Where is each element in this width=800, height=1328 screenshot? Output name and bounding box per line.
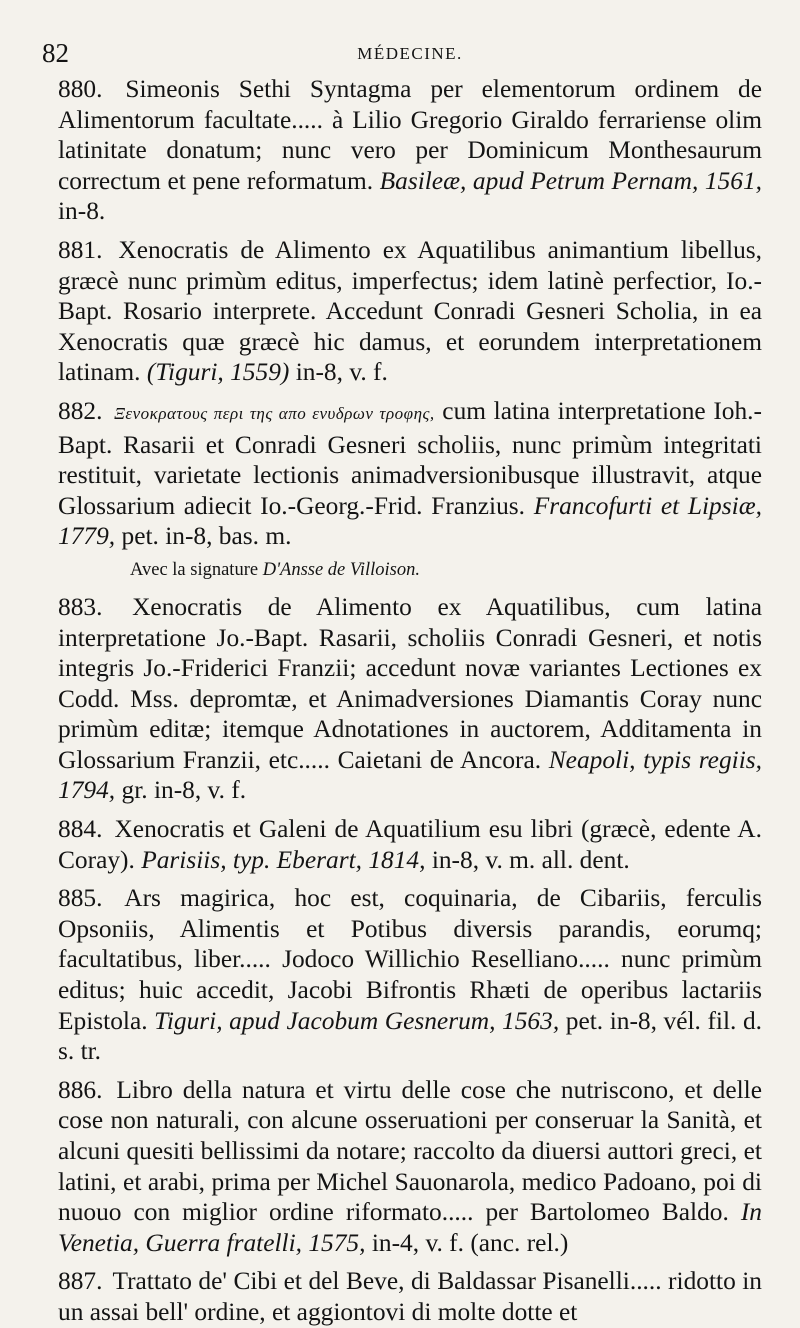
- entry-title: Simeonis Sethi Syntagma per elementorum ordinem de Alimentorum facultate..... à Lilio Gregorio Giraldo ferrariense olim latinitate donatum; nunc vero per Dominicum Monthesaurum correctum et pene reformatum.: [58, 75, 762, 195]
- entry-number: 881.: [58, 235, 103, 264]
- catalog-entry-885: [58, 883, 762, 1067]
- page-number: 82: [42, 38, 69, 68]
- entry-number: 886.: [58, 1075, 103, 1104]
- catalog-entry-884: [58, 814, 762, 875]
- entry-format: pet. in-8, bas. m.: [121, 522, 292, 551]
- entry-imprint: In Venetia, Guerra fratelli, 1575,: [58, 1198, 762, 1257]
- entry-imprint: Tiguri, apud Jacobum Gesnerum, 1563,: [154, 1006, 560, 1035]
- entry-title: Trattato de' Cibi et del Beve, di Baldassar Pisanelli..... ridotto in un assai bell' ordine, et aggiontovi di molte dotte et: [58, 1267, 762, 1326]
- note-text: Avec la signature: [130, 559, 259, 580]
- entry-format: in-8, v. f.: [295, 358, 388, 387]
- entry-number: 880.: [58, 75, 103, 103]
- entry-number: 885.: [58, 884, 103, 913]
- entry-title: cum latina interpretatione Ioh.-Bapt. Rasarii et Conradi Gesneri scholiis, nunc primùm integritati restituit, varietate lectionis animadversionibusque illustravit, atque Glossarium adiecit Io.-Georg.-Frid. Franzius.: [58, 396, 762, 520]
- catalog-entry-880: [58, 74, 762, 227]
- running-head: [42, 34, 762, 74]
- entry-format: in-8, v. m. all. dent.: [431, 845, 630, 874]
- section-title: MÉDECINE.: [357, 44, 463, 63]
- entry-imprint: Parisiis, typ. Eberart, 1814,: [141, 845, 426, 874]
- entry-imprint: (Tiguri, 1559): [146, 358, 290, 387]
- note-owner: D'Ansse de Villoison.: [262, 559, 420, 580]
- entry-greek-title: Ξενοκρατους περι της απο ενυδρων τροφης,: [114, 403, 435, 423]
- catalog-entry-882: [58, 396, 762, 552]
- entry-imprint: Francofurti et Lipsiæ, 1779,: [58, 491, 762, 551]
- provenance-note: [130, 558, 762, 582]
- entry-imprint: Neapoli, typis regiis, 1794,: [58, 745, 762, 805]
- entry-number: 883.: [58, 592, 103, 621]
- entry-format: pet. in-8, vél. fil. d. s. tr.: [58, 1006, 762, 1066]
- entry-number: 884.: [58, 815, 103, 844]
- catalog-entry-886: [58, 1075, 762, 1259]
- entry-title: Xenocratis de Alimento ex Aquatilibus, cum latina interpretatione Jo.-Bapt. Rasarii, scholiis Conradi Gesneri, et notis integris Jo.-Friderici Franzii; accedunt novæ variantes Lectiones ex Codd. Mss. depromtæ, et Animadversiones Diamantis Coray nunc primùm editæ; itemque Adnotationes in auctorem, Additamenta in Glossarium Franzii, etc..... Caietani de Ancora.: [58, 592, 762, 774]
- entry-format: in-4, v. f. (anc. rel.): [371, 1228, 569, 1257]
- entry-number: 882.: [58, 396, 103, 425]
- entry-format: in-8.: [58, 197, 106, 226]
- entry-title: Xenocratis de Alimento ex Aquatilibus animantium libellus, græcè nunc primùm editus, imperfectus; idem latinè perfectior, Io.-Bapt. Rosario interprete. Accedunt Conradi Gesneri Scholia, in ea Xenocratis quæ græcè hic damus, et eorundem interpretationem latinam.: [58, 235, 762, 387]
- catalog-entry-881: [58, 235, 762, 388]
- entry-title: Ars magirica, hoc est, coquinaria, de Cibariis, ferculis Opsoniis, Alimentis et Potibus diversis parandis, eorumq; facultatibus, liber..... Jodoco Willichio Reselliano..... nunc primùm editus; huic accedit, Jacobi Bifrontis Rhæti de operibus lactariis Epistola.: [58, 884, 762, 1035]
- entry-imprint: Basileæ, apud Petrum Pernam, 1561,: [379, 166, 762, 195]
- catalog-entry-883: [58, 592, 762, 806]
- entry-format: gr. in-8, v. f.: [121, 776, 247, 805]
- entry-title: Libro della natura et virtu delle cose che nutriscono, et delle cose non naturali, con alcune osseruationi per conseruar la Sanità, et alcuni quesiti bellissimi da notare; raccolto da diuersi auttori greci, et latini, et arabi, prima per Michel Sauonarola, medico Padoano, poi di nuouo con miglior ordine riformato..... per Bartolomeo Baldo.: [58, 1075, 762, 1227]
- entry-number: 887.: [58, 1267, 103, 1296]
- catalog-entry-887: [58, 1266, 762, 1327]
- entry-title: Xenocratis et Galeni de Aquatilium esu libri (græcè, edente A. Coray).: [58, 815, 762, 874]
